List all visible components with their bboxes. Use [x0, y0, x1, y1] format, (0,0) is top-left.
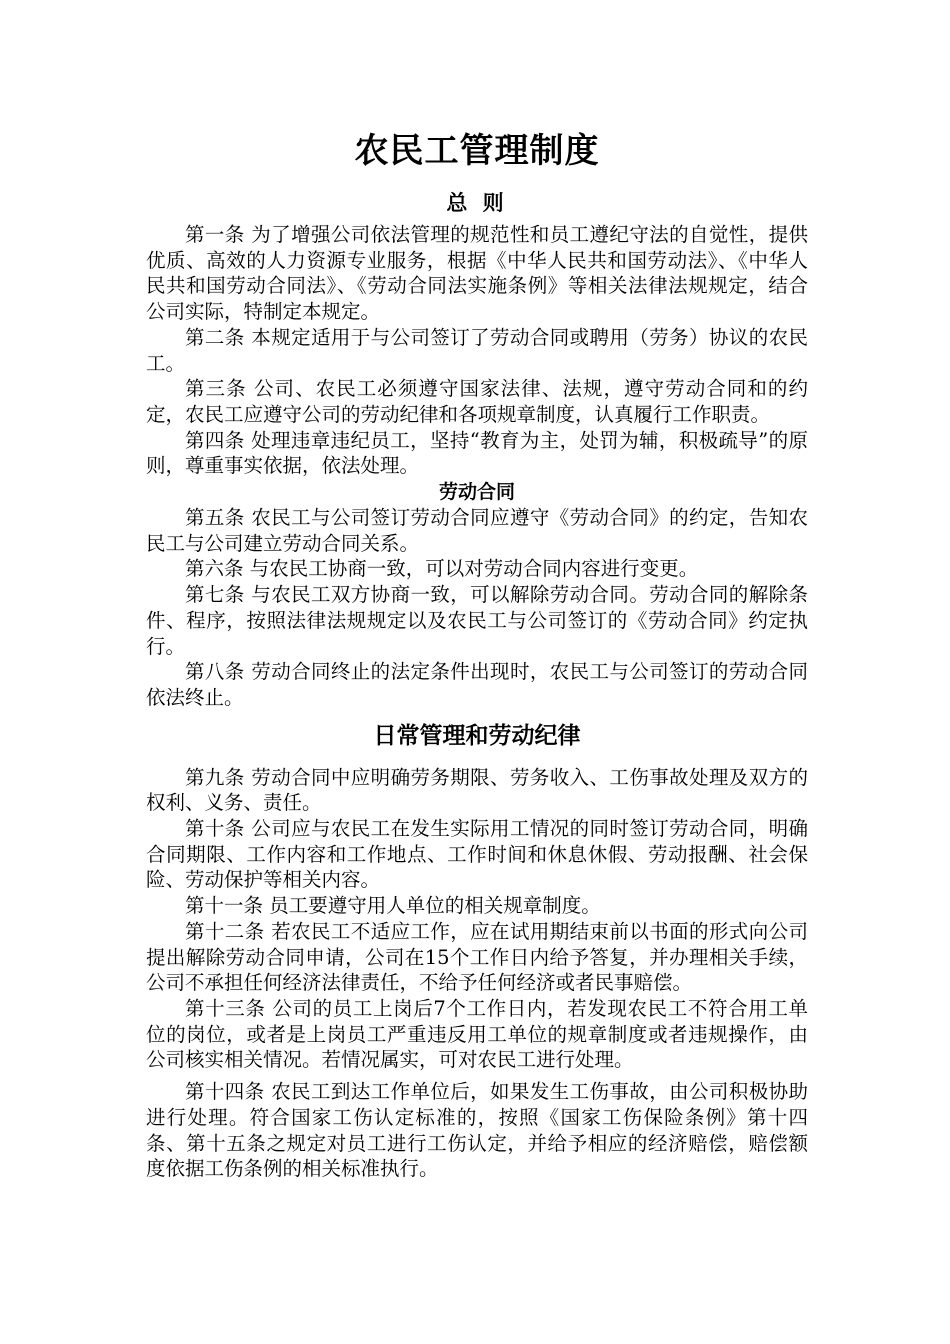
- article-text: 本规定适用于与公司签订了劳动合同或聘用（劳务）协议的农民工。: [146, 325, 808, 375]
- section-heading-general: 总 则: [446, 190, 508, 215]
- article-13: [146, 996, 808, 1073]
- article-text: 劳动合同中应明确劳务期限、劳务收入、工伤事故处理及双方的权利、义务、责任。: [146, 765, 808, 815]
- article-4: [146, 428, 808, 479]
- article-text: 与农民工协商一致，可以对劳动合同内容进行变更。: [249, 557, 699, 581]
- article-label: 第十条: [185, 817, 245, 841]
- article-9: [146, 765, 808, 816]
- article-text: 公司应与农民工在发生实际用工情况的同时签订劳动合同，明确合同期限、工作内容和工作地点、工作时间和休息休假、劳动报酬、社会保险、劳动保护等相关内容。: [146, 817, 808, 892]
- article-text: 若农民工不适应工作，应在试用期结束前以书面的形式向公司提出解除劳动合同申请，公司在15个工作日内给予答复，并办理相关手续，公司不承担任何经济法律责任，不给予任何经济或者民事赔偿。: [146, 919, 808, 995]
- document-title: 农民工管理制度: [354, 131, 600, 171]
- article-6: [146, 556, 808, 582]
- article-8: [146, 659, 808, 710]
- article-text: 劳动合同终止的法定条件出现时，农民工与公司签订的劳动合同依法终止。: [146, 660, 808, 709]
- article-text: 公司、农民工必须遵守国家法律、法规，遵守劳动合同和的约定，农民工应遵守公司的劳动纪律和各项规章制度，认真履行工作职责。: [146, 377, 808, 426]
- article-label: 第六条: [185, 557, 244, 581]
- article-label: 第八条: [185, 660, 245, 684]
- article-label: 第七条: [185, 583, 245, 607]
- article-label: 第一条: [185, 223, 245, 246]
- article-12: [146, 919, 808, 996]
- article-14: [146, 1079, 808, 1182]
- article-10: [146, 816, 808, 893]
- article-text: 农民工与公司签订劳动合同应遵守《劳动合同》的约定，告知农民工与公司建立劳动合同关系。: [146, 506, 808, 555]
- article-text: 与农民工双方协商一致，可以解除劳动合同。劳动合同的解除条件、程序，按照法律法规规定以及农民工与公司签订的《劳动合同》约定执行。: [146, 583, 808, 658]
- article-1: [146, 222, 808, 325]
- article-text: 员工要遵守用人单位的相关规章制度。: [269, 894, 601, 918]
- section-heading-discipline: 日常管理和劳动纪律: [373, 721, 581, 749]
- article-label: 第十四条: [185, 1080, 265, 1104]
- article-label: 第十三条: [185, 996, 266, 1020]
- article-text: 公司的员工上岗后7个工作日内，若发现农民工不符合用工单位的岗位，或者是上岗员工严重违反用工单位的规章制度或者违规操作，由公司核实相关情况。若情况属实，可对农民工进行处理。: [146, 996, 808, 1072]
- article-text: 为了增强公司依法管理的规范性和员工遵纪守法的自觉性，提供优质、高效的人力资源专业服务，根据《中华人民共和国劳动法》、《中华人民共和国劳动合同法》、《劳动合同法实施条例》等相关法律法规规定，结合公司实际，特制定本规定。: [146, 223, 808, 324]
- article-3: [146, 376, 808, 427]
- article-label: 第四条: [185, 428, 245, 452]
- article-7: [146, 582, 808, 659]
- article-2: [146, 325, 808, 376]
- article-11: [146, 893, 808, 919]
- article-label: 第九条: [185, 765, 245, 789]
- article-label: 第二条: [185, 325, 245, 349]
- article-label: 第十一条: [185, 894, 264, 918]
- article-5: [146, 505, 808, 556]
- article-text: 处理违章违纪员工，坚持“教育为主，处罚为辅，积极疏导”的原则，尊重事实依据，依法处理。: [146, 428, 808, 478]
- article-label: 第十二条: [185, 919, 265, 943]
- article-label: 第五条: [185, 506, 245, 530]
- article-label: 第三条: [185, 377, 247, 401]
- section-heading-contract: 劳动合同: [438, 481, 515, 504]
- article-text: 农民工到达工作单位后，如果发生工伤事故，由公司积极协助进行处理。符合国家工伤认定标准的，按照《国家工伤保险条例》第十四条、第十五条之规定对员工进行工伤认定，并给予相应的经济赔偿，赔偿额度依据工伤条例的相关标准执行。: [146, 1080, 808, 1181]
